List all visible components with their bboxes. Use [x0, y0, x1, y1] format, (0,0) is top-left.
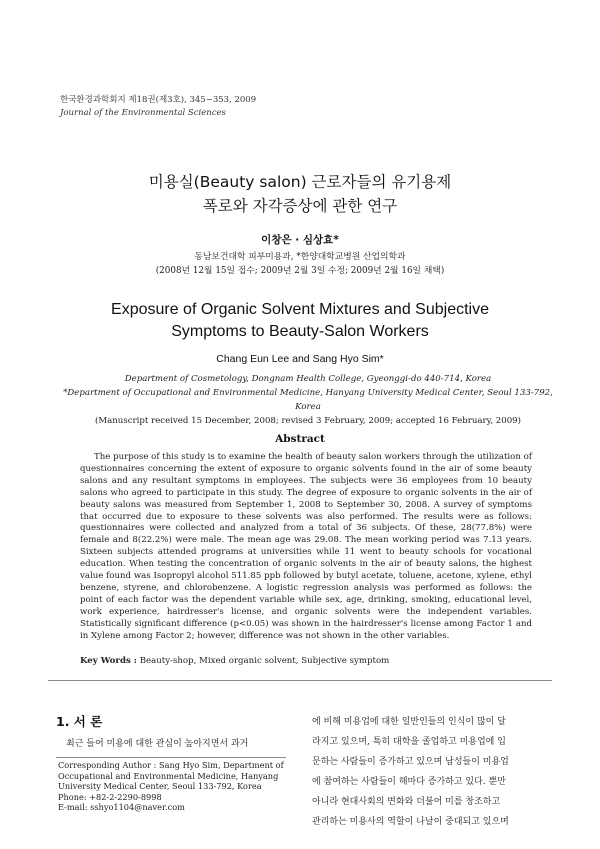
- english-affiliation: [58, 372, 558, 428]
- journal-citation: 한국환경과학회지 제18권(제3호), 345~353, 2009: [60, 95, 257, 105]
- korean-title: [0, 170, 600, 218]
- section-title-introduction: 1. 서 론: [56, 714, 103, 729]
- keywords-text: Beauty-shop, Mixed organic solvent, Subjective symptom: [136, 656, 390, 666]
- english-affiliation-line-1: Department of Cosmetology, Dongnam Health College, Gyeonggi-do 440-714, Korea: [124, 374, 492, 384]
- manuscript-dates: (Manuscript received 15 December, 2008; revised 3 February, 2009; accepted 16 February, 2009): [94, 416, 521, 426]
- corresponding-email: E-mail: sshyo1104@naver.com: [58, 802, 185, 812]
- abstract-body: The purpose of this study is to examine the health of beauty salon workers through the utilization of questionnaires concerning the extent of exposure to organic solvents found in the air of some beauty salons and any resultant symptoms in employees. The subjects were 36 employees from 10 beauty salons who agreed to participate in this study. The degree of exposure to organic solvents in the air of beauty salons was measured from September 1, 2008 to September 30, 2008. A survey of symptoms that occurred due to exposure to these solvents was also performed. The results were as follows: questionnaires were collected and analyzed from a total of 36 subjects. Of these, 28(77.8%) were female and 8(22.2%) were male. The mean age was 29.08. The mean working period was 7.13 years. Sixteen subjects attended programs at universities while 11 went to beauty schools for vocational education. When testing the concentration of organic solvents in the air of beauty salons, the highest value found was Isopropyl alcohol 511.85 ppb followed by butyl acetate, toluene, acetone, xylene, ethyl benzene, styrene, and chlorobenzene. A logistic regression analysis was performed as follows: the point of each factor was the dependent variable while sex, age, drinking, smoking, educational level, work experience, hairdresser's license, and organic solvents were the independent variables. Statistically significant difference (p<0.05) was shown in the hairdresser's license among Factor 1 and in Xylene among Factor 2; however, difference was not shown in the other variables.: [80, 452, 532, 641]
- korean-received-dates: (2008년 12월 15일 접수; 2009년 2월 3일 수정; 2009년 2월 16일 채택): [155, 266, 445, 276]
- english-authors: Chang Eun Lee and Sang Hyo Sim*: [216, 353, 384, 365]
- corresponding-author: Corresponding Author : Sang Hyo Sim, Department of Occupational and Environmental Medicine, Hanyang University Medical Center, Seoul 133-792, Korea: [58, 760, 284, 791]
- right-column-line: 아니라 현대사회의 변화와 더불어 미를 창조하고: [312, 797, 501, 807]
- abstract-heading: Abstract: [275, 433, 325, 445]
- corresponding-phone: Phone: +82-2-2290-8998: [58, 791, 162, 802]
- right-column-line: 에 참여하는 사람들이 해마다 증가하고 있다. 뿐만: [312, 777, 506, 787]
- journal-header: [60, 94, 256, 120]
- english-title-line-1: Exposure of Organic Solvent Mixtures and Subjective: [111, 301, 489, 318]
- english-title: [0, 299, 600, 343]
- footnote-divider: [56, 757, 286, 758]
- correspondence-footnote: [58, 760, 294, 813]
- right-column-line: 관리하는 미용사의 역할이 나날이 중대되고 있으며: [312, 817, 509, 827]
- keywords: [80, 656, 532, 666]
- right-column-line: 에 비해 미용업에 대한 일반인들의 인식이 많이 달: [312, 717, 506, 727]
- introduction-first-line: 최근 들어 미용에 대한 관심이 높아지면서 과거: [66, 739, 249, 749]
- english-title-line-2: Symptoms to Beauty-Salon Workers: [171, 323, 429, 340]
- english-affiliation-line-2: *Department of Occupational and Environmental Medicine, Hanyang University Medical Center, Seoul 133-792, Korea: [63, 388, 553, 412]
- section-divider: [48, 680, 552, 681]
- korean-affiliation-line-1: 동남보건대학 피부미용과, *한양대학교병원 산업의학과: [194, 252, 406, 262]
- korean-authors: 이창은 · 심상효*: [261, 234, 339, 246]
- right-column-line: 라지고 있으며, 특히 대학을 졸업하고 미용업에 입: [312, 737, 506, 747]
- keywords-label: Key Words :: [80, 656, 137, 666]
- korean-affiliation: [0, 250, 600, 278]
- right-column-text: [312, 712, 556, 832]
- korean-title-line-2: 폭로와 자각증상에 관한 연구: [202, 197, 398, 215]
- journal-name: Journal of the Environmental Sciences: [60, 108, 226, 118]
- right-column-line: 문하는 사람들이 증가하고 있으며 남성들이 미용업: [312, 757, 509, 767]
- korean-title-line-1: 미용실(Beauty salon) 근로자들의 유기용제: [148, 173, 452, 191]
